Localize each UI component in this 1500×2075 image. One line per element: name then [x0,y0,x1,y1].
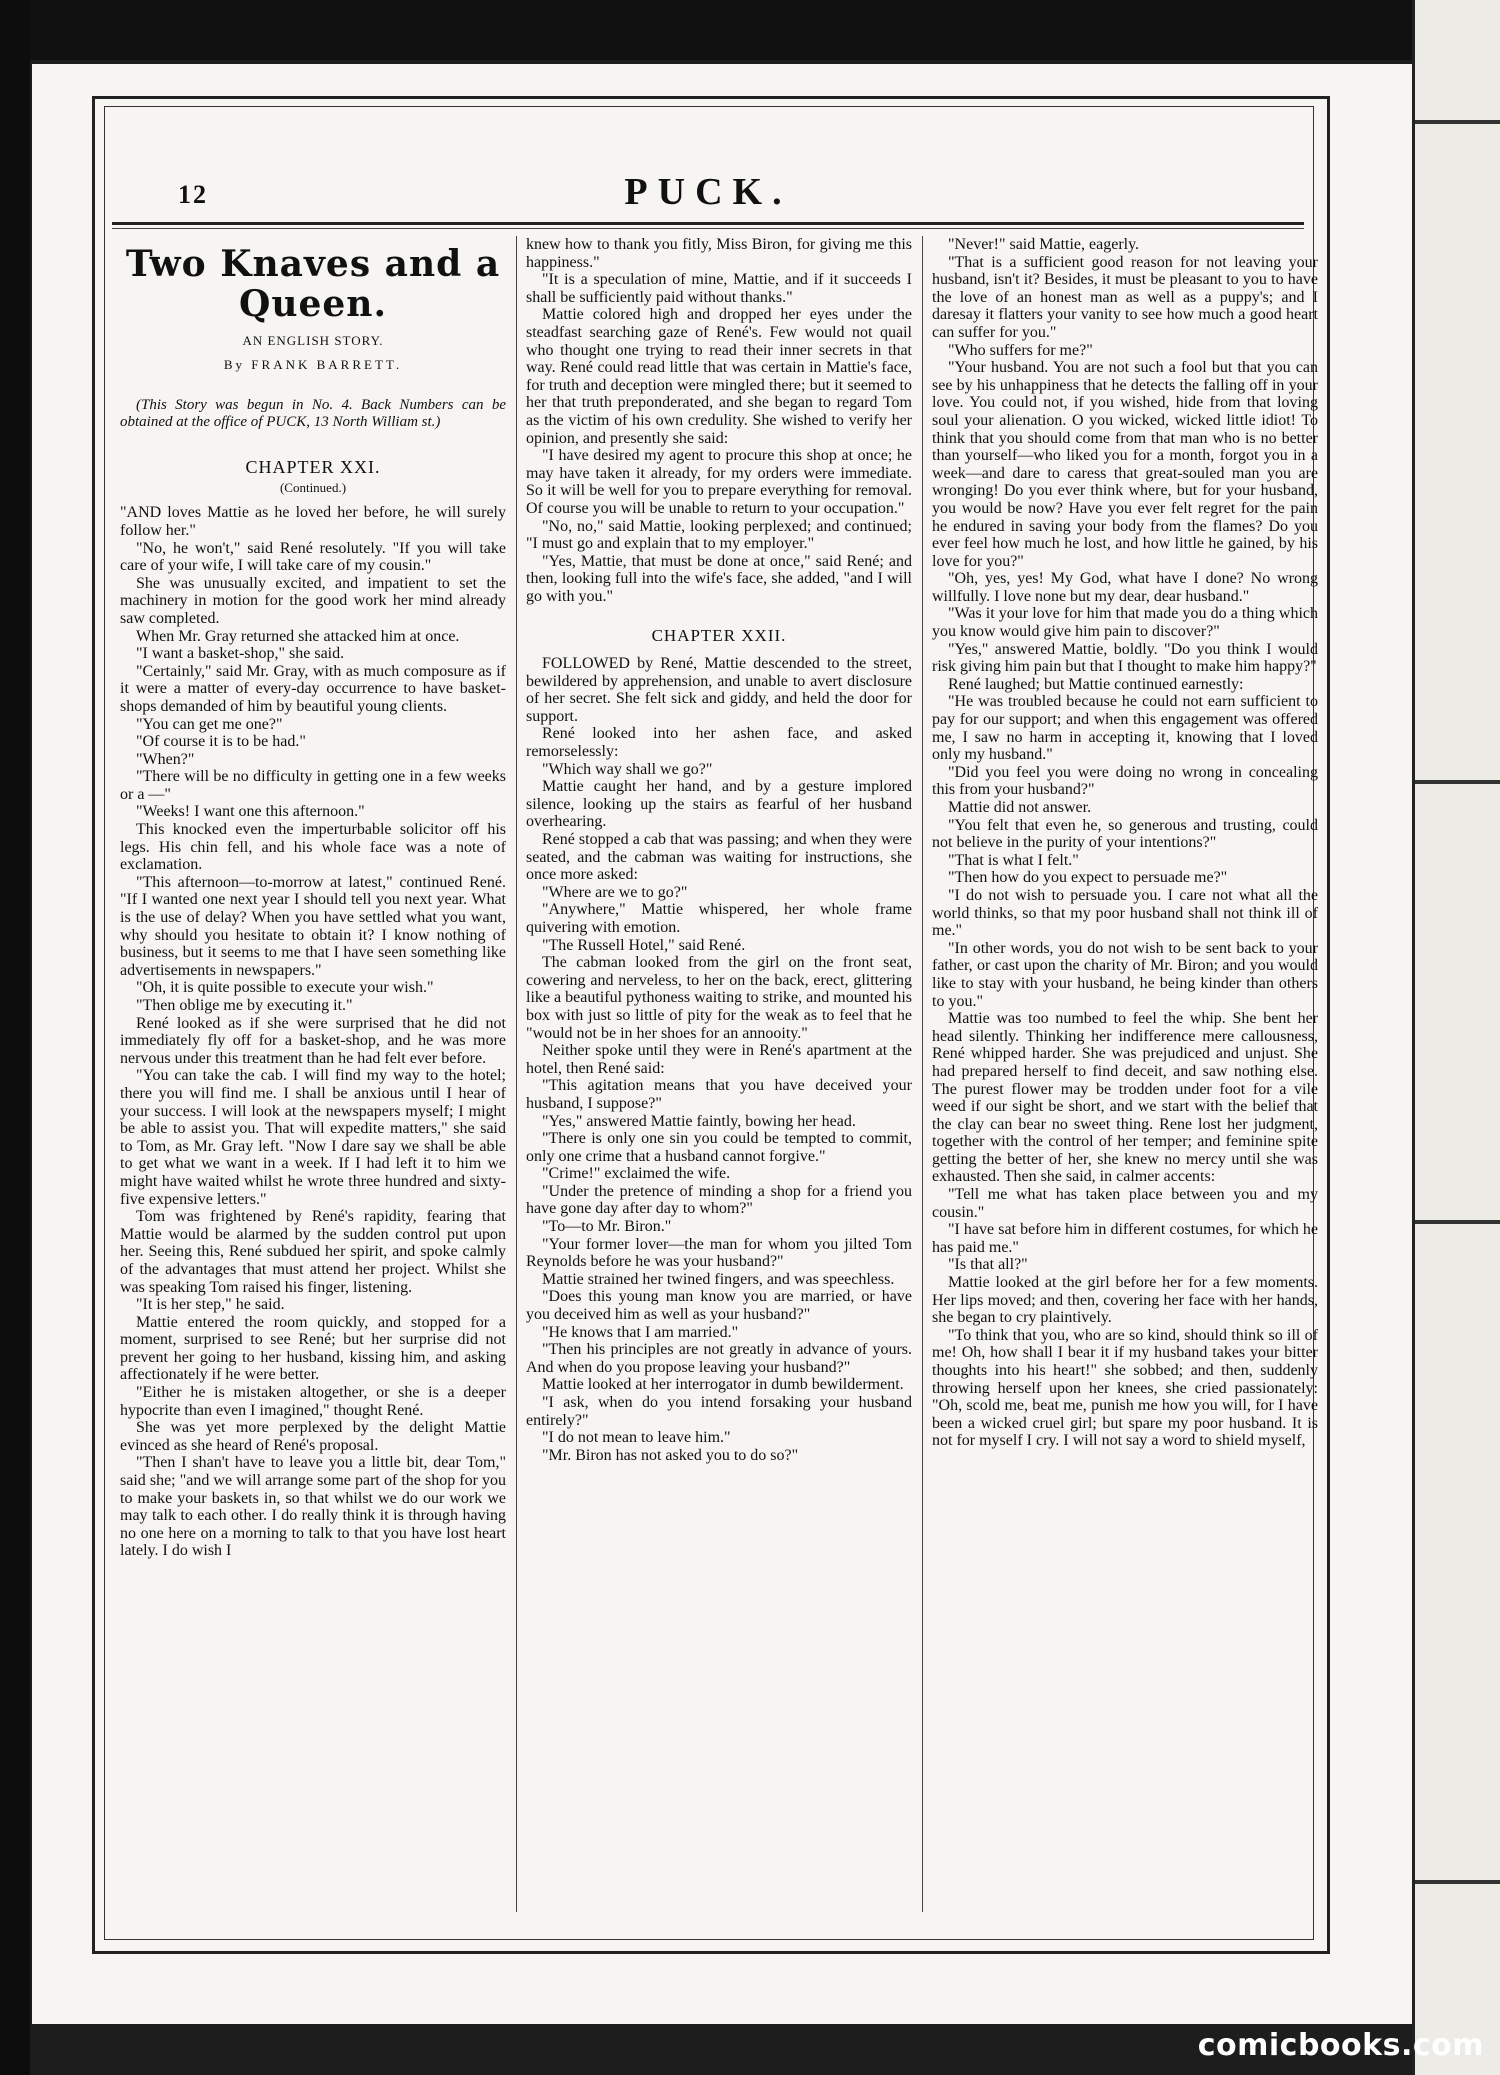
paragraph: Mattie caught her hand, and by a gesture implored silence, looking up the stairs as fearful of her husband overhearing. [526,778,912,831]
paragraph: "Then I shan't have to leave you a little bit, dear Tom," said she; "and we will arrange some part of the shop for you to make your baskets in, so that whilst we do our work we may talk to each other. I do really think it is through having no one here on a morning to talk to that you have lost heart lately. I do wish I [120,1454,506,1560]
facing-page-mark [1415,1220,1500,1224]
paragraph: "In other words, you do not wish to be sent back to your father, or cast upon the charity of Mr. Biron; and you would like to stay with your husband, he being kinder than others to you." [932,939,1318,1010]
paragraph: "I ask, when do you intend forsaking your husband entirely?" [526,1394,912,1429]
paragraph: "It is a speculation of mine, Mattie, and if it succeeds I shall be sufficiently paid without thanks." [526,271,912,306]
paragraph: "Then his principles are not greatly in advance of yours. And when do you propose leaving your husband?" [526,1341,912,1376]
story-subtitle: AN ENGLISH STORY. [242,333,384,348]
paragraph: "I do not wish to persuade you. I care not what all the world thinks, so that my poor husband shall not think ill of me." [932,886,1318,940]
paragraph: René looked into her ashen face, and asked remorselessly: [526,725,912,761]
paragraph: "Your former lover—the man for whom you jilted Tom Reynolds before he was your husband?" [526,1235,912,1271]
paragraph: René looked as if she were surprised that he did not immediately fly off for a basket-shop, and he was more nervous under this treatment than he had felt ever before. [120,1014,506,1067]
paragraph: Mattie colored high and dropped her eyes under the steadfast searching gaze of René's. Few would not quail who thought one trying to read their inner secrets in that way. René could read little that was certain in Mattie's face, for truth and deception were mingled there; but it seemed to her that truth preponderated, and she began to regard Tom as the victim of his own credulity. She wished to verify her opinion, and presently she said: [526,306,912,447]
paragraph: "Which way shall we go?" [542,760,713,778]
column-2-body-continued [526,655,912,1464]
paragraph: Mattie looked at the girl before her for a few moments. Her lips moved; and then, covering her face with her hands, she began to cry plaintively. [932,1274,1318,1327]
paragraph: "There is only one sin you could be tempted to commit, only one crime that a husband cannot forgive." [526,1130,912,1165]
paragraph: "Yes," answered Mattie, boldly. "Do you think I would risk giving him pain but that I thought to make him happy?" [932,640,1318,676]
facing-page-mark [1415,780,1500,784]
paragraph: "That is a sufficient good reason for not leaving your husband, isn't it? Besides, it must be pleasant to you to have the love of an honest man as well as a puppy's; and I daresay it flatters your vanity to see how much a good heart can suffer for you." [932,253,1318,341]
paragraph: "Yes," answered Mattie faintly, bowing her head. [542,1112,856,1130]
column-1-body [120,504,506,1560]
paragraph: When Mr. Gray returned she attacked him at once. [136,627,460,645]
paragraph: René laughed; but Mattie continued earnestly: [948,675,1244,693]
paragraph: "Tell me what has taken place between you and my cousin." [932,1186,1318,1221]
masthead-rule [112,222,1304,225]
paragraph: "Weeks! I want one this afternoon." [136,803,365,821]
paragraph: "Who suffers for me?" [948,341,1093,359]
facing-page-mark [1415,120,1500,124]
paragraph: "Yes, Mattie, that must be done at once," said René; and then, looking full into the wife's face, she added, "and I will go with you." [526,552,912,605]
paragraph: "There will be no difficulty in getting one in a few weeks or a —" [120,768,506,803]
masthead-title: PUCK. [624,171,792,213]
scan-background-left [0,0,30,2075]
column-3-body [932,236,1318,1450]
paragraph: "It is her step," he said. [136,1296,285,1314]
masthead-rule-thin [112,228,1304,229]
paragraph: "When?" [136,750,195,768]
column-1 [120,236,506,1912]
paragraph: "Anywhere," Mattie whispered, her whole frame quivering with emotion. [526,901,912,936]
paragraph: "He knows that I am married." [542,1323,739,1341]
paragraph: "To—to Mr. Biron." [542,1218,672,1236]
paragraph: "I have desired my agent to procure this shop at once; he may have taken it already, for my orders were immediate. So it will be well for you to prepare everything for removal. Of course you will be unable to return to your occupation." [526,447,912,517]
paragraph: knew how to thank you fitly, Miss Biron, for giving me this happiness." [526,236,912,271]
paragraph: "You can get me one?" [136,715,283,733]
paragraph: "To think that you, who are so kind, should think so ill of me! Oh, how shall I bear it if my husband takes your bitter thoughts into his heart!" she sobbed; and then, suddenly throwing herself upon her knees, she cried passionately: "Oh, scold me, beat me, punish me how you will, for I have been a wicked cruel girl; but spare my poor husband. It is not for myself I cry. I will not say a word to shield myself, [932,1326,1318,1450]
paragraph: This knocked even the imperturbable solicitor off his legs. His chin fell, and his whole face was a note of exclamation. [120,821,506,874]
paragraph: "Where are we to go?" [542,883,688,901]
paragraph: She was yet more perplexed by the delight Mattie evinced as she heard of René's proposal. [120,1419,506,1454]
column-3 [932,236,1318,1912]
paragraph: "Oh, yes, yes! My God, what have I done? No wrong willfully. I love none but my dear, dear husband." [932,570,1318,605]
facing-page-edge [1412,0,1500,2075]
column-divider [922,236,923,1912]
watermark: comicbooks.com [1197,2028,1484,2063]
paragraph: "Crime!" exclaimed the wife. [542,1165,731,1183]
paragraph: "That is what I felt." [948,851,1079,869]
paragraph: Mattie strained her twined fingers, and was speechless. [542,1270,895,1288]
paragraph: "No, he won't," said René resolutely. "If you will take care of your wife, I will take care of my cousin." [120,539,506,575]
paragraph: "Is that all?" [948,1256,1028,1274]
chapter-continued: (Continued.) [279,479,347,495]
paragraph: "Oh, it is quite possible to execute your wish." [136,979,434,997]
paragraph: "Under the pretence of minding a shop for a friend you have gone day after day to whom?" [526,1182,912,1218]
facing-page-mark [1415,1880,1500,1884]
story-author: By FRANK BARRETT. [223,356,403,372]
paragraph: Mattie did not answer. [948,799,1092,816]
paragraph: "Then how do you expect to persuade me?" [948,869,1228,887]
paragraph: "I have sat before him in different costumes, for which he has paid me." [932,1221,1318,1256]
paragraph: "Then oblige me by executing it." [136,997,353,1014]
paragraph: Mattie entered the room quickly, and stopped for a moment, surprised to see René; but her surprise did not prevent her going to her husband, kissing him, and asking affectionately if he were better. [120,1313,506,1384]
paragraph: "Your husband. You are not such a fool but that you can see by his unhappiness that he detects the falling off in your love. You could not, if you wished, hide from that loving soul your alienation. O you wicked, wicked little idiot! To think that you should come from that man who is no better than yourself—who liked you for a month, forgot you in a week—and dare to caress that great-souled man you are wronging! Do you ever think where, but for your husband, you would be now? Have you ever felt regret for the pain he endured in saving your body from the flames? Do you ever feel how much he lost, and how little he gained, by his love for you?" [932,359,1318,570]
paragraph: "Never!" said Mattie, eagerly. [948,236,1140,253]
paragraph: "You felt that even he, so generous and trusting, could not believe in the purity of your intentions?" [932,816,1318,852]
masthead [112,170,1304,228]
paragraph: FOLLOWED by René, Mattie descended to the street, bewildered by apprehension, and unable to avert disclosure of her secret. She felt sick and giddy, and held the door for support. [526,655,912,725]
paragraph: Mattie was too numbed to feel the whip. She bent her head silently. Thinking her indifference mere callousness, René whipped harder. She was prejudiced and unjust. She had prepared herself to find deceit, and saw nothing else. The purest flower may be trodden under foot for a vile weed if our sight be short, and we start with the belief that the clay can bear no sweet thing. Rene lost her judgment, together with the control of her temper; and feminine spite getting the better of her, she knew no mercy until she was exhausted. Then she said, in calmer accents: [932,1010,1318,1186]
paragraph: "You can take the cab. I will find my way to the hotel; there you will find me. I shall be anxious until I hear of your success. I will look at the newspapers myself; I might be able to assist you. That will expedite matters," she said to Tom, as Mr. Gray left. "Now I dare say we shall be able to get what we want in a week. If I had left it to him we might have waited whilst he wrote three hundred and sixty-five expensive letters." [120,1067,506,1208]
paragraph: Mattie looked at her interrogator in dumb bewilderment. [542,1376,904,1394]
paragraph: "Either he is mistaken altogether, or she is a deeper hypocrite than even I imagined," thought René. [120,1384,506,1419]
column-2 [526,236,912,1912]
story-title: Two Knaves and a Queen. [125,243,501,325]
paragraph: "Certainly," said Mr. Gray, with as much composure as if it were a matter of every-day occurrence to have basket-shops demanded of him by beautiful young clients. [120,662,506,715]
scan-background-top [0,0,1500,60]
column-divider [516,236,517,1912]
chapter-heading: CHAPTER XXI. [245,457,381,478]
paragraph: "Of course it is to be had." [136,733,306,751]
paragraph: Neither spoke until they were in René's apartment at the hotel, then René said: [526,1042,912,1077]
paragraph: The cabman looked from the girl on the front seat, cowering and nerveless, to her on the back, erect, glittering like a beautiful pythoness waiting to strike, and mounted his box with just so little of pity for the weak as to feel that he "would not be in her shoes for an annooity." [526,954,912,1042]
paragraph: "AND loves Mattie as he loved her before, he will surely follow her." [120,504,506,539]
paragraph: "This afternoon—to-morrow at latest," continued René. "If I wanted one next year I should tell you next year. What is the use of delay? When you have settled what you want, why should you hesitate to obtain it? I know nothing of business, but it seems to me that I have seen something like advertisements in newspapers." [120,873,506,979]
story-note: (This Story was begun in No. 4. Back Numbers can be obtained at the office of PUCK, 13 North William st.) [120,397,506,431]
chapter-heading: CHAPTER XXII. [651,626,787,646]
paragraph: Tom was frightened by René's rapidity, fearing that Mattie would be alarmed by the sudden control put upon her. Seeing this, René subdued her spirit, and spoke calmly of the advantages that must attend her project. Whilst she was speaking Tom raised his finger, listening. [120,1208,506,1296]
paragraph: She was unusually excited, and impatient to set the machinery in motion for the good work her mind already saw completed. [120,574,506,627]
paragraph: "No, no," said Mattie, looking perplexed; and continued; "I must go and explain that to my employer." [526,517,912,553]
paragraph: "Was it your love for him that made you do a thing which you know would give him pain to discover?" [932,605,1318,641]
page-number: 12 [178,180,208,209]
column-2-body [526,236,912,605]
paragraph: "This agitation means that you have deceived your husband, I suppose?" [526,1077,912,1112]
paragraph: "Mr. Biron has not asked you to do so?" [542,1446,799,1464]
paragraph: "Did you feel you were doing no wrong in concealing this from your husband?" [932,763,1318,799]
paragraph: "I do not mean to leave him." [542,1429,731,1447]
paragraph: "The Russell Hotel," said René. [542,936,746,954]
paragraph: "Does this young man know you are married, or have you deceived him as well as your husband?" [526,1288,912,1324]
paragraph: "He was troubled because he could not earn sufficient to pay for our support; and when this engagement was offered me, I saw no harm in accepting it, knowing that I loved only my husband." [932,693,1318,764]
paragraph: "I want a basket-shop," she said. [136,645,345,663]
paragraph: René stopped a cab that was passing; and when they were seated, and the cabman was waiting for instructions, she once more asked: [526,831,912,884]
